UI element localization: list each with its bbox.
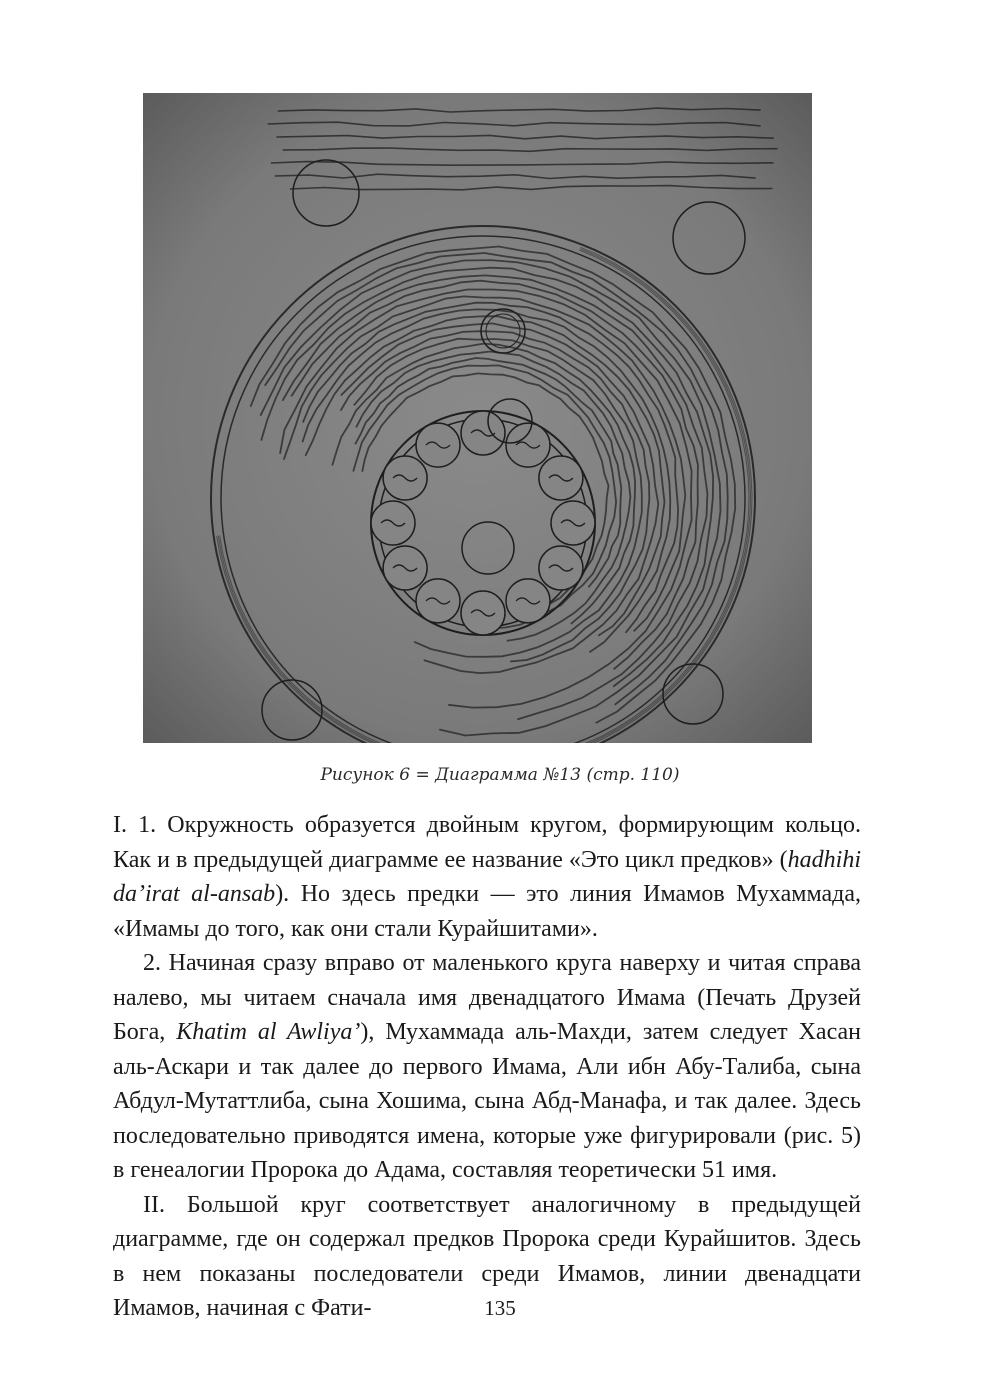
text-segment: I. 1. Окружность образуется двойным кругом, формирующим кольцо. Как и в предыдущей диаграмме ее название «Это цикл предков» ( — [113, 812, 861, 873]
page-number: 135 — [484, 1296, 516, 1320]
italic-term: Khatim al Awliya’ — [176, 1019, 361, 1045]
paragraph — [113, 808, 861, 946]
text-segment: 2. Начиная сразу вправо от маленького круга наверху и читая справа налево, мы читаем сначала имя двенадцатого Имама (Печать Друзей Бога, — [113, 950, 861, 1045]
italic-term: hadhihi da’irat al-ansab — [113, 846, 861, 907]
text-segment: ). Но здесь предки — это линия Имамов Мухаммада, «Имамы до того, как они стали Курайшитами». — [113, 881, 861, 942]
text-segment: ), Мухаммада аль-Махди, затем следует Хасан аль-Аскари и так далее до первого Имама, Али ибн Абу-Талиба, сына Абдул-Мутаттлиба, сына Хошима, сына Абд-Манафа, и так далее. Здесь последовательно приводятся имена, которые уже фигурировали (рис. 5) в генеалогии Пророка до Адама, составляя теоретически 51 имя. — [113, 1019, 862, 1183]
text-segment: II. Большой круг соответствует аналогичному в предыдущей диаграмме, где он содержал предков Пророка среди Курайшитов. Здесь в нем показаны последователи среди Имамов, линии двенадцати Имамов, начиная с Фати- — [113, 1191, 861, 1321]
body-text — [113, 808, 861, 1326]
paragraph — [113, 946, 861, 1188]
manuscript-figure — [143, 93, 812, 743]
manuscript-diagram-image — [143, 93, 812, 743]
figure-caption: Рисунок 6 = Диаграмма №13 (стр. 110) — [320, 765, 680, 785]
